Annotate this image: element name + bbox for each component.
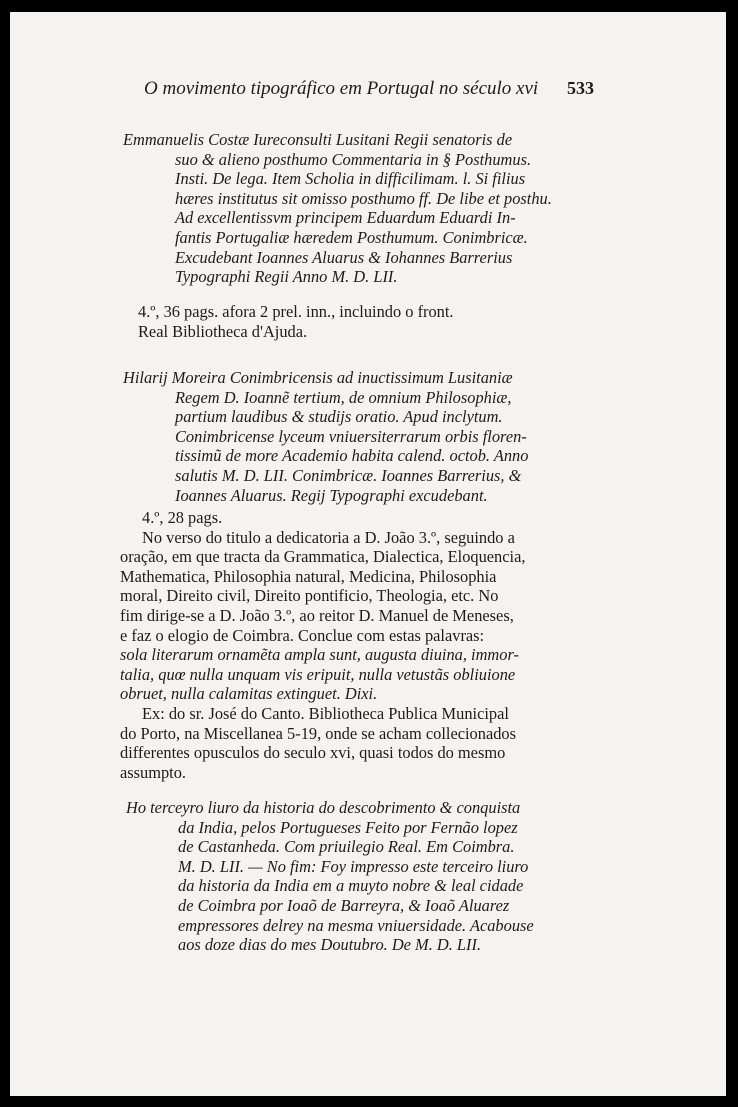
title-line: fantis Portugaliæ hæredem Posthumum. Conimbricæ. (175, 227, 528, 247)
title-line: hæres institutus sit omisso posthumo ff. De libe et posthu. (175, 188, 552, 208)
title-line: partium laudibus & studijs oratio. Apud inclytum. (175, 407, 503, 427)
running-header (144, 78, 594, 100)
note-line: differentes opusculos do seculo xvi, quasi todos do mesmo (120, 743, 506, 763)
title-line: Emmanuelis Costæ Iureconsulti Lusitani Regii senatoris de (123, 130, 513, 149)
title-line: Regem D. Ioannẽ tertium, de omnium Philosophiæ, (175, 387, 512, 407)
note-line: moral, Direito civil, Direito pontificio, Theologia, etc. No (120, 586, 499, 606)
title-line: Conimbricense lyceum vniuersiterrarum orbis floren- (175, 426, 527, 446)
quote-line: sola literarum ornamẽta ampla sunt, augusta diuina, immor- (120, 645, 519, 665)
title-line: de Coimbra por Ioaõ de Barreyra, & Ioaõ Aluarez (178, 895, 510, 915)
title-line: de Castanheda. Com priuilegio Real. Em Coimbra. (178, 837, 515, 857)
quote-line: talia, quœ nulla unquam vis eripuit, nulla vetustãs obliuione (120, 664, 516, 684)
entry-notes-1 (138, 302, 518, 341)
entry-title (115, 368, 595, 505)
title-line: da historia da India em a muyto nobre & leal cidade (178, 876, 524, 896)
title-line: M. D. LII. — No fim: Foy impresso este terceiro liuro (178, 856, 529, 876)
note-line: Real Bibliotheca d'Ajuda. (138, 321, 308, 341)
page-number: 533 (567, 78, 594, 98)
note-line: oração, em que tracta da Grammatica, Dialectica, Eloquencia, (120, 547, 526, 567)
bibliographic-entry-2 (115, 368, 595, 505)
title-line: salutis M. D. LII. Conimbricæ. Ioannes Barrerius, & (175, 465, 522, 485)
entry-notes-2 (120, 508, 594, 782)
title-line: Typographi Regii Anno M. D. LII. (175, 267, 398, 287)
title-line: da India, pelos Portugueses Feito por Fernão lopez (178, 817, 518, 837)
note-line: do Porto, na Miscellanea 5-19, onde se acham collecionados (120, 723, 516, 743)
note-line: Mathematica, Philosophia natural, Medicina, Philosophia (120, 566, 497, 586)
title-line: Ho terceyro liuro da historia do descobrimento & conquista (126, 798, 521, 817)
note-line: 4.º, 36 pags. afora 2 prel. inn., incluindo o front. (138, 302, 454, 321)
note-line: e faz o elogio de Coimbra. Conclue com estas palavras: (120, 625, 485, 645)
title-line: tissimũ de more Academio habita calend. octob. Anno (175, 446, 529, 466)
title-line: Ad excellentissvm principem Eduardum Eduardi In- (175, 208, 516, 228)
running-title: O movimento tipográfico em Portugal no século xvi (144, 78, 539, 99)
entry-title (122, 798, 594, 955)
bibliographic-entry-3 (122, 798, 594, 955)
title-line: Hilarij Moreira Conimbricensis ad inuctissimum Lusitaniæ (123, 368, 513, 387)
title-line: Ioannes Aluarus. Regij Typographi excudebant. (175, 485, 488, 505)
note-line: fim dirige-se a D. João 3.º, ao reitor D. Manuel de Meneses, (120, 605, 514, 625)
note-line: assumpto. (120, 762, 187, 782)
bibliographic-entry-1 (115, 130, 595, 287)
title-line: suo & alieno posthumo Commentaria in § Posthumus. (175, 149, 532, 169)
note-line: No verso do titulo a dedicatoria a D. João 3.º, seguindo a (142, 527, 515, 547)
title-line: aos doze dias do mes Doutubro. De M. D. LII. (178, 935, 482, 955)
note-line: Ex: do sr. José do Canto. Bibliotheca Publica Municipal (142, 703, 509, 723)
title-line: Excudebant Ioannes Aluarus & Iohannes Barrerius (175, 247, 513, 267)
title-line: Insti. De lega. Item Scholia in difficilimam. l. Si filius (175, 169, 526, 189)
note-line: 4.º, 28 pags. (142, 508, 223, 527)
entry-title (115, 130, 595, 287)
title-line: empressores delrey na mesma vniuersidade. Acabouse (178, 915, 534, 935)
quote-line: obruet, nulla calamitas extinguet. Dixi. (120, 684, 378, 704)
document-page (10, 12, 726, 1096)
